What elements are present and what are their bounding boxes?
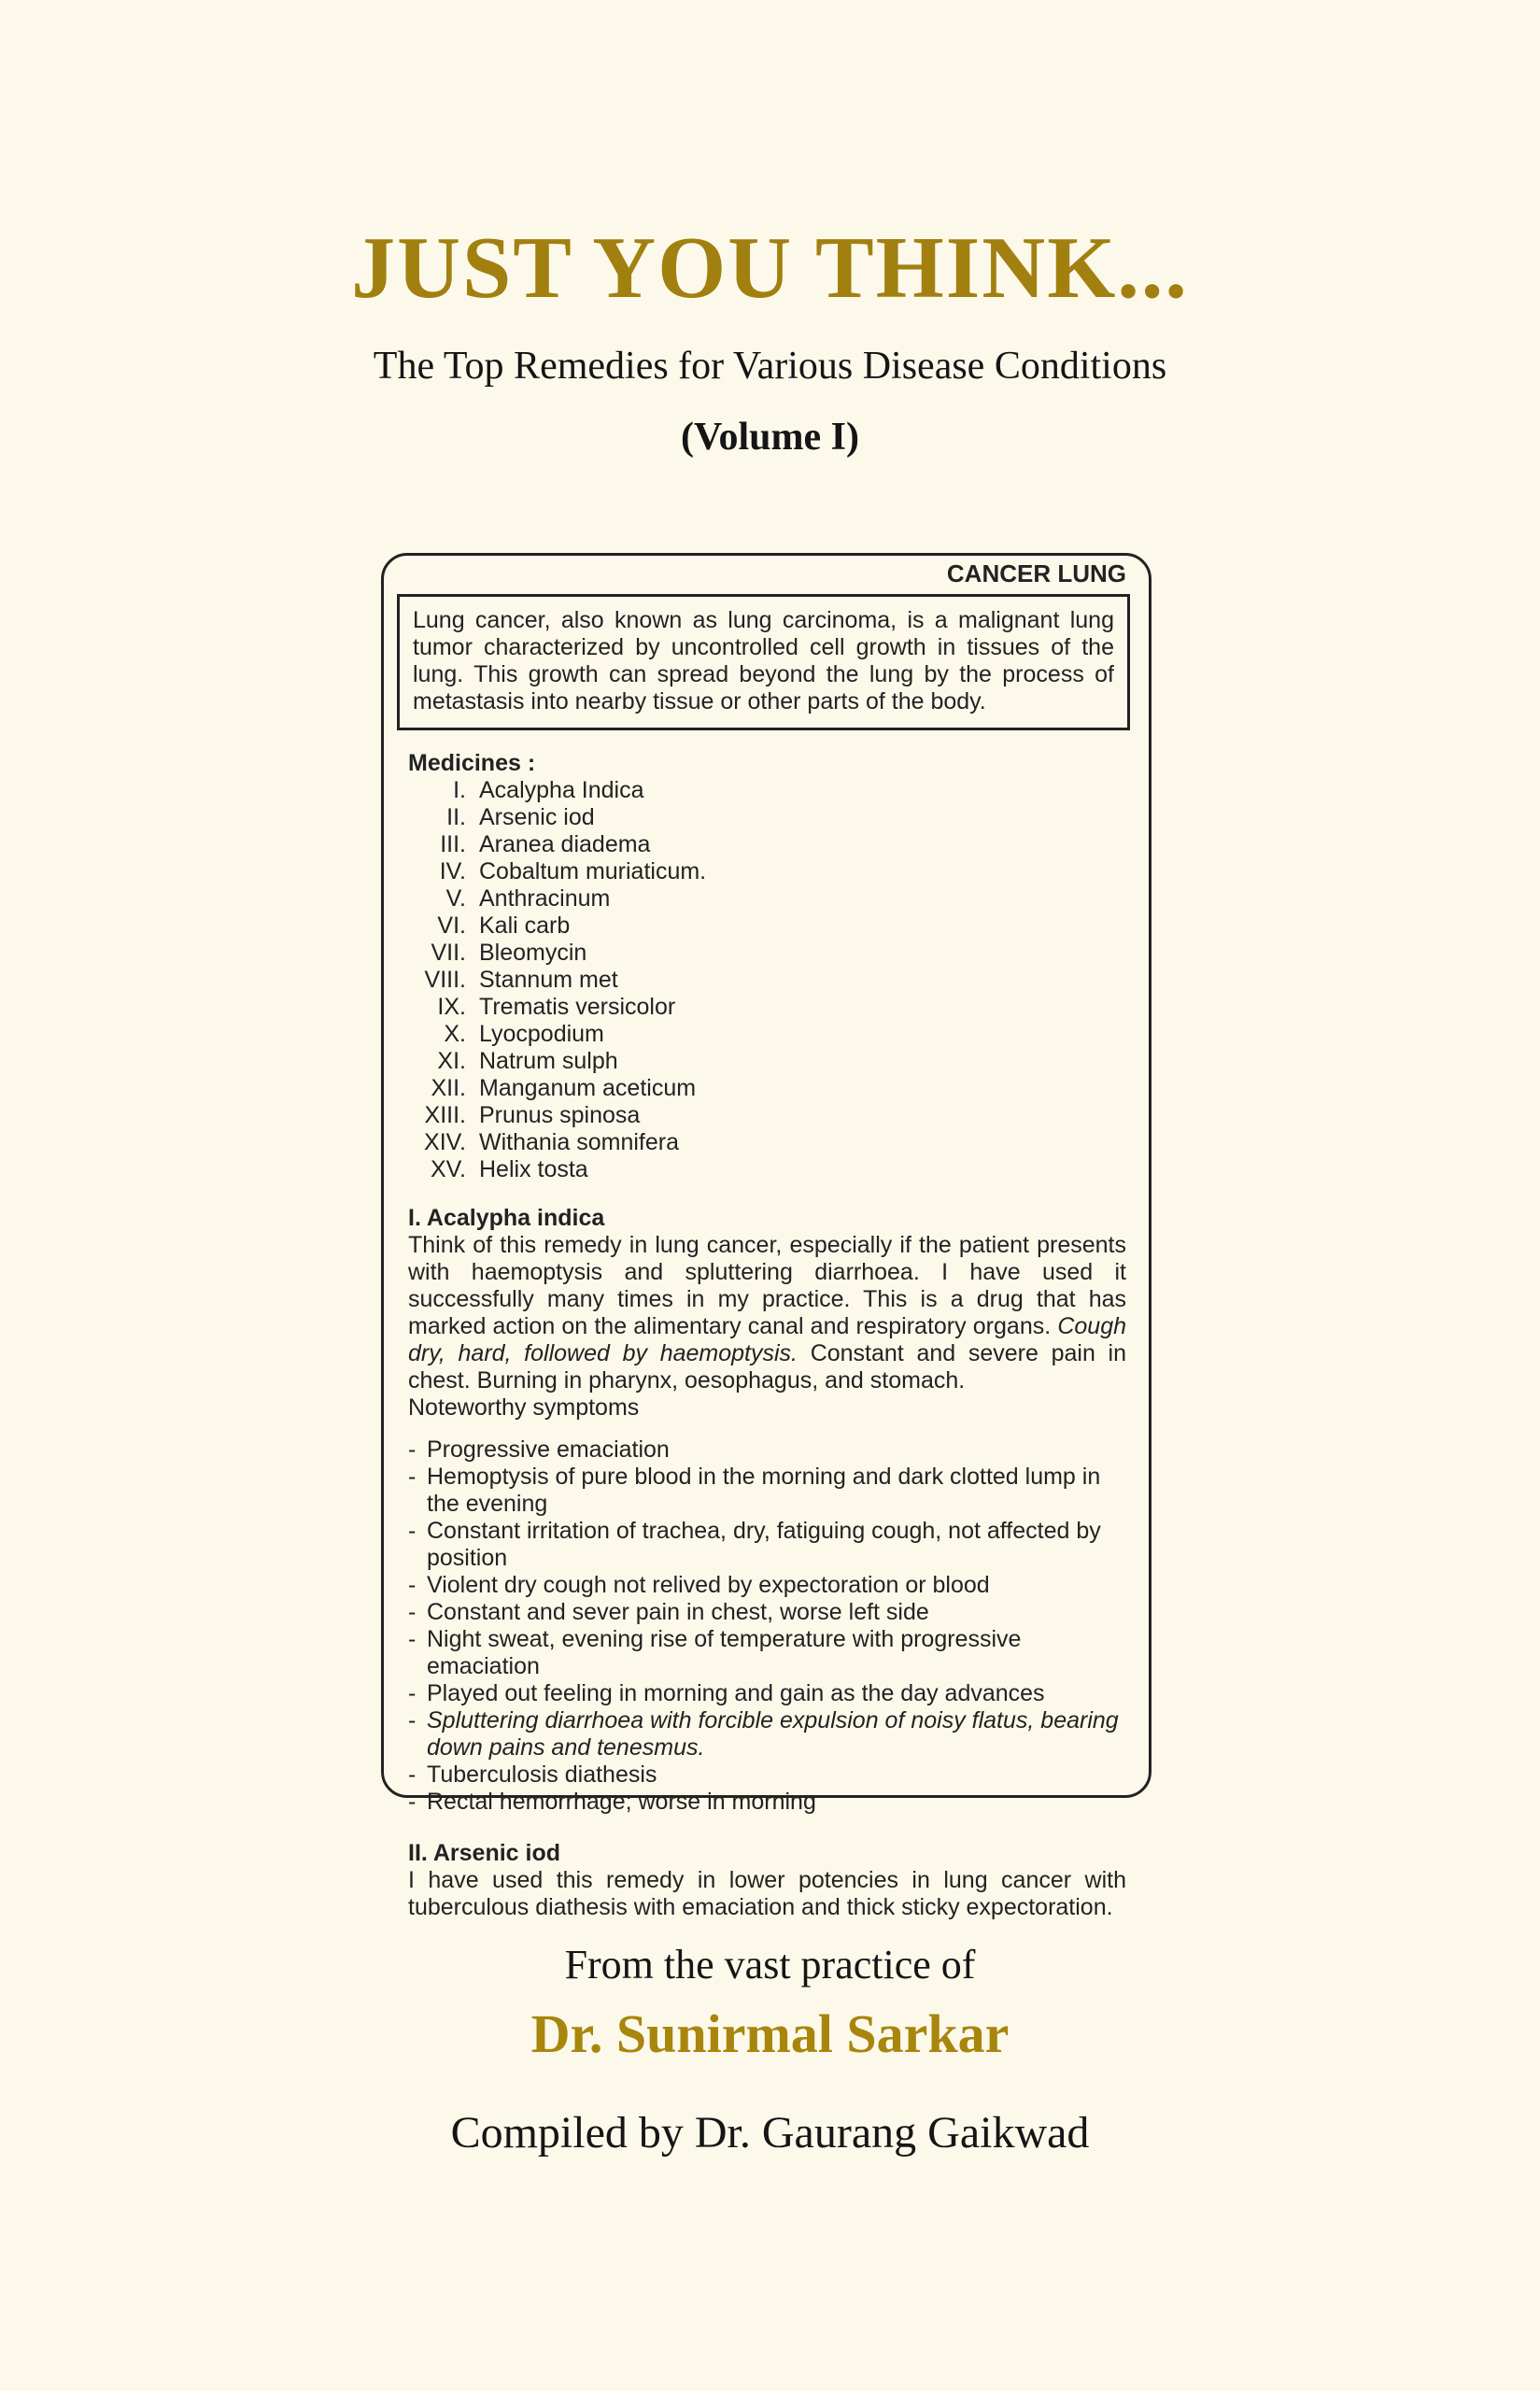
medicine-numeral: VIII.: [424, 967, 466, 993]
section-body: [408, 1232, 1126, 1394]
book-subtitle: The Top Remedies for Various Disease Conditions: [373, 344, 1167, 388]
dash-bullet: -: [408, 1599, 417, 1625]
medicine-numeral: IX.: [437, 994, 466, 1020]
symptom-item: [408, 1436, 1126, 1464]
medicine-item: [408, 940, 1126, 967]
symptom-text: Constant and sever pain in chest, worse left side: [427, 1599, 929, 1625]
symptom-item: [408, 1518, 1126, 1572]
medicine-item: [408, 1048, 1126, 1075]
book-volume: (Volume I): [681, 416, 859, 460]
medicine-name: Acalypha Indica: [479, 777, 644, 803]
practice-line: From the vast practice of: [564, 1942, 976, 1988]
medicine-numeral: XIV.: [424, 1129, 466, 1155]
card-body: [397, 750, 1130, 1921]
credits-block: [0, 1941, 1540, 2160]
symptom-text: Progressive emaciation: [427, 1436, 670, 1463]
symptom-item: [408, 1464, 1126, 1518]
author-name: Dr. Sunirmal Sarkar: [530, 2002, 1010, 2064]
symptom-item: [408, 1626, 1126, 1680]
medicine-numeral: V.: [445, 885, 466, 912]
compiled-by-line: Compiled by Dr. Gaurang Gaikwad: [450, 2108, 1090, 2158]
symptom-text: Rectal hemorrhage; worse in morning: [427, 1789, 816, 1815]
medicine-item: [408, 831, 1126, 858]
medicine-name: Anthracinum: [479, 885, 611, 912]
symptom-item: [408, 1707, 1126, 1761]
medicine-name: Manganum aceticum: [479, 1075, 697, 1101]
section-body: I have used this remedy in lower potencies in lung cancer with tuberculous diathesis with emaciation and thick sticky expectoration.: [408, 1867, 1126, 1920]
medicine-name: Withania somnifera: [479, 1129, 679, 1155]
symptom-text: Played out feeling in morning and gain as the day advances: [427, 1680, 1045, 1706]
dash-bullet: -: [408, 1680, 417, 1706]
medicine-item: [408, 804, 1126, 831]
medicine-item: [408, 885, 1126, 913]
medicines-list: [408, 777, 1126, 1183]
section-body-text: Constant and severe pain in chest. Burning in pharynx, oesophagus, and stomach.: [408, 1340, 1126, 1394]
medicine-item: [408, 913, 1126, 940]
symptom-item: [408, 1572, 1126, 1599]
medicine-numeral: I.: [453, 777, 466, 803]
dash-bullet: -: [408, 1572, 417, 1598]
medicine-numeral: XI.: [437, 1048, 466, 1074]
medicine-name: Arsenic iod: [479, 804, 595, 830]
condition-title: CANCER LUNG: [946, 559, 1126, 587]
medicine-name: Trematis versicolor: [479, 994, 676, 1020]
section-heading: II. Arsenic iod: [408, 1840, 561, 1866]
medicine-numeral: IV.: [439, 858, 466, 884]
symptom-text: Spluttering diarrhoea with forcible expulsion of noisy flatus, bearing down pains and tenesmus.: [427, 1707, 1119, 1761]
medicine-numeral: X.: [444, 1021, 466, 1047]
section-arsenic-iod: [408, 1840, 1126, 1921]
symptom-text: Night sweat, evening rise of temperature with progressive emaciation: [427, 1626, 1022, 1679]
symptoms-label: Noteworthy symptoms: [408, 1394, 640, 1421]
title-block: [0, 219, 1540, 460]
symptom-item: [408, 1761, 1126, 1789]
symptom-item: [408, 1680, 1126, 1707]
medicine-name: Cobaltum muriaticum.: [479, 858, 707, 884]
medicine-item: [408, 1021, 1126, 1048]
dash-bullet: -: [408, 1518, 417, 1544]
symptom-item: [408, 1789, 1126, 1816]
dash-bullet: -: [408, 1464, 417, 1490]
medicine-item: [408, 1156, 1126, 1183]
medicine-numeral: II.: [446, 804, 466, 830]
symptoms-list: [408, 1436, 1126, 1816]
medicine-name: Stannum met: [479, 967, 618, 993]
symptom-text: Hemoptysis of pure blood in the morning and dark clotted lump in the evening: [427, 1464, 1101, 1517]
section-acalypha-indica: [408, 1205, 1126, 1816]
medicine-name: Aranea diadema: [479, 831, 651, 857]
dash-bullet: -: [408, 1789, 417, 1815]
medicine-name: Prunus spinosa: [479, 1102, 641, 1128]
medicine-name: Helix tosta: [479, 1156, 588, 1182]
condition-card: [381, 553, 1151, 1920]
medicine-item: [408, 858, 1126, 885]
medicine-item: [408, 1129, 1126, 1156]
medicine-numeral: XV.: [430, 1156, 466, 1182]
medicine-name: Lyocpodium: [479, 1021, 604, 1047]
dash-bullet: -: [408, 1436, 417, 1463]
section-body-italic-text: Cough dry, hard, followed by haemoptysis.: [408, 1313, 1126, 1366]
dash-bullet: -: [408, 1626, 417, 1652]
medicine-numeral: VI.: [437, 913, 466, 939]
condition-intro-text: Lung cancer, also known as lung carcinoma, is a malignant lung tumor characterized by uncontrolled cell growth in tissues of the lung. This growth can spread beyond the lung by the process of metastasis into nearby tissue or other parts of the body.: [413, 607, 1114, 714]
medicines-label: Medicines :: [408, 750, 536, 776]
medicine-name: Bleomycin: [479, 940, 587, 966]
medicine-name: Kali carb: [479, 913, 571, 939]
medicine-item: [408, 1075, 1126, 1102]
medicine-item: [408, 994, 1126, 1021]
book-title: JUST YOU THINK...: [351, 219, 1189, 317]
symptom-text: Tuberculosis diathesis: [427, 1761, 657, 1788]
section-body-text: Think of this remedy in lung cancer, especially if the patient presents with haemoptysis and spluttering diarrhoea. I have used it successfully many times in my practice. This is a drug that has marked action on the alimentary canal and respiratory organs.: [408, 1232, 1126, 1339]
dash-bullet: -: [408, 1707, 417, 1733]
symptom-text: Constant irritation of trachea, dry, fatiguing cough, not affected by position: [427, 1518, 1101, 1571]
medicine-numeral: XIII.: [424, 1102, 466, 1128]
medicine-item: [408, 1102, 1126, 1129]
dash-bullet: -: [408, 1761, 417, 1788]
medicine-numeral: VII.: [431, 940, 466, 966]
condition-intro-box: [397, 594, 1130, 730]
symptom-item: [408, 1599, 1126, 1626]
medicine-numeral: III.: [440, 831, 466, 857]
medicine-item: [408, 967, 1126, 994]
section-heading: I. Acalypha indica: [408, 1205, 605, 1231]
medicine-name: Natrum sulph: [479, 1048, 618, 1074]
medicine-numeral: XII.: [431, 1075, 466, 1101]
medicine-item: [408, 777, 1126, 804]
symptom-text: Violent dry cough not relived by expectoration or blood: [427, 1572, 990, 1598]
